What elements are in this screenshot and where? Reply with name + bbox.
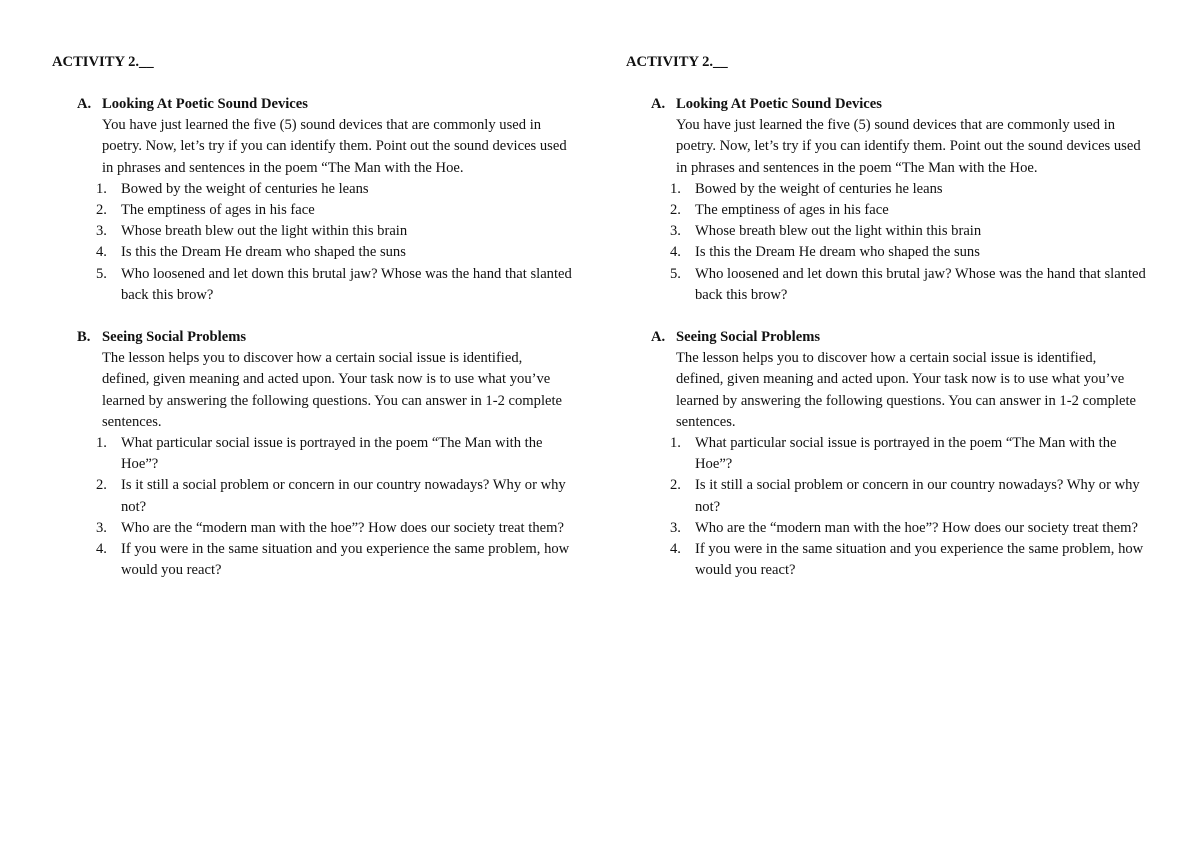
- item-number: 4.: [96, 244, 107, 261]
- item-text: If you were in the same situation and you experience the same problem, how would you react?: [695, 541, 1144, 579]
- item-number: 4.: [670, 244, 681, 261]
- item-number: 1.: [96, 435, 107, 452]
- list-item: [52, 433, 572, 475]
- section-title: Seeing Social Problems: [102, 329, 247, 346]
- list-item: [626, 518, 1146, 539]
- list-item: [626, 200, 1146, 221]
- list-item: [626, 179, 1146, 200]
- item-number: 2.: [96, 477, 107, 494]
- list-item: [626, 433, 1146, 475]
- section-a-heading: [626, 94, 1146, 115]
- list-item: [52, 200, 572, 221]
- section-a-intro: You have just learned the five (5) sound devices that are commonly used in poetry. Now, let’s try if you can identify them. Point out the sound devices used in phrases and sentences in the poem “The Man with the Hoe.: [676, 117, 1141, 176]
- list-item: [52, 221, 572, 242]
- list-item: [52, 475, 572, 517]
- section-a-intro: You have just learned the five (5) sound devices that are commonly used in poetry. Now, let’s try if you can identify them. Point out the sound devices used in phrases and sentences in the poem “The Man with the Hoe.: [102, 117, 567, 176]
- item-number: 5.: [670, 265, 681, 282]
- section-b-intro: The lesson helps you to discover how a certain social issue is identified, defined, given meaning and acted upon. Your task now is to use what you’ve learned by answering the following questions. You can answer in 1-2 complete sentences.: [102, 350, 563, 430]
- item-text: Whose breath blew out the light within this brain: [695, 223, 982, 240]
- item-text: Who are the “modern man with the hoe”? How does our society treat them?: [695, 519, 1138, 536]
- item-text: Who are the “modern man with the hoe”? How does our society treat them?: [121, 519, 564, 536]
- list-item: [52, 518, 572, 539]
- list-item: [52, 179, 572, 200]
- list-item: [626, 221, 1146, 242]
- list-item: [52, 264, 572, 306]
- item-text: Who loosened and let down this brutal jaw? Whose was the hand that slanted back this brow?: [695, 265, 1146, 303]
- item-text: If you were in the same situation and you experience the same problem, how would you react?: [121, 541, 570, 579]
- item-number: 2.: [670, 202, 681, 219]
- item-text: Is it still a social problem or concern in our country nowadays? Why or why not?: [121, 477, 566, 515]
- item-number: 1.: [670, 435, 681, 452]
- section-letter: A.: [651, 96, 666, 112]
- section-title: Looking At Poetic Sound Devices: [102, 96, 308, 112]
- item-number: 1.: [670, 180, 681, 197]
- item-number: 3.: [670, 223, 681, 240]
- item-text: Bowed by the weight of centuries he leans: [121, 180, 369, 197]
- item-number: 2.: [670, 477, 681, 494]
- activity-sheet-right: [626, 52, 1146, 581]
- list-item: [626, 264, 1146, 306]
- section-b-heading: [626, 327, 1146, 348]
- item-text: The emptiness of ages in his face: [695, 202, 889, 219]
- list-item: [626, 242, 1146, 263]
- section-b-heading: [52, 327, 572, 348]
- item-text: Bowed by the weight of centuries he leans: [695, 180, 943, 197]
- section-b-intro: The lesson helps you to discover how a certain social issue is identified, defined, given meaning and acted upon. Your task now is to use what you’ve learned by answering the following questions. You can answer in 1-2 complete sentences.: [676, 350, 1137, 430]
- item-text: Who loosened and let down this brutal jaw? Whose was the hand that slanted back this brow?: [121, 265, 572, 303]
- section-title: Seeing Social Problems: [676, 329, 821, 346]
- social-problems-questions: [626, 433, 1146, 581]
- list-item: [52, 242, 572, 263]
- sound-devices-list: [52, 179, 572, 306]
- item-number: 2.: [96, 202, 107, 219]
- activity-title: ACTIVITY 2.__: [52, 54, 154, 70]
- item-text: The emptiness of ages in his face: [121, 202, 315, 219]
- section-letter: A.: [651, 329, 666, 346]
- activity-sheet-left: [52, 52, 572, 581]
- item-number: 3.: [96, 519, 107, 536]
- item-number: 4.: [670, 541, 681, 558]
- item-text: What particular social issue is portrayed in the poem “The Man with the Hoe”?: [121, 435, 543, 473]
- social-problems-questions: [52, 433, 572, 581]
- section-letter: A.: [77, 96, 92, 112]
- item-number: 1.: [96, 180, 107, 197]
- item-text: What particular social issue is portrayed in the poem “The Man with the Hoe”?: [695, 435, 1117, 473]
- section-letter: B.: [77, 329, 91, 346]
- item-number: 5.: [96, 265, 107, 282]
- item-text: Is this the Dream He dream who shaped the suns: [121, 244, 406, 261]
- item-text: Whose breath blew out the light within this brain: [121, 223, 408, 240]
- list-item: [626, 539, 1146, 581]
- section-title: Looking At Poetic Sound Devices: [676, 96, 882, 112]
- item-number: 3.: [670, 519, 681, 536]
- activity-title: ACTIVITY 2.__: [626, 54, 728, 70]
- section-a-heading: [52, 94, 572, 115]
- list-item: [626, 475, 1146, 517]
- item-number: 4.: [96, 541, 107, 558]
- item-number: 3.: [96, 223, 107, 240]
- list-item: [52, 539, 572, 581]
- item-text: Is this the Dream He dream who shaped the suns: [695, 244, 980, 261]
- sound-devices-list: [626, 179, 1146, 306]
- item-text: Is it still a social problem or concern in our country nowadays? Why or why not?: [695, 477, 1140, 515]
